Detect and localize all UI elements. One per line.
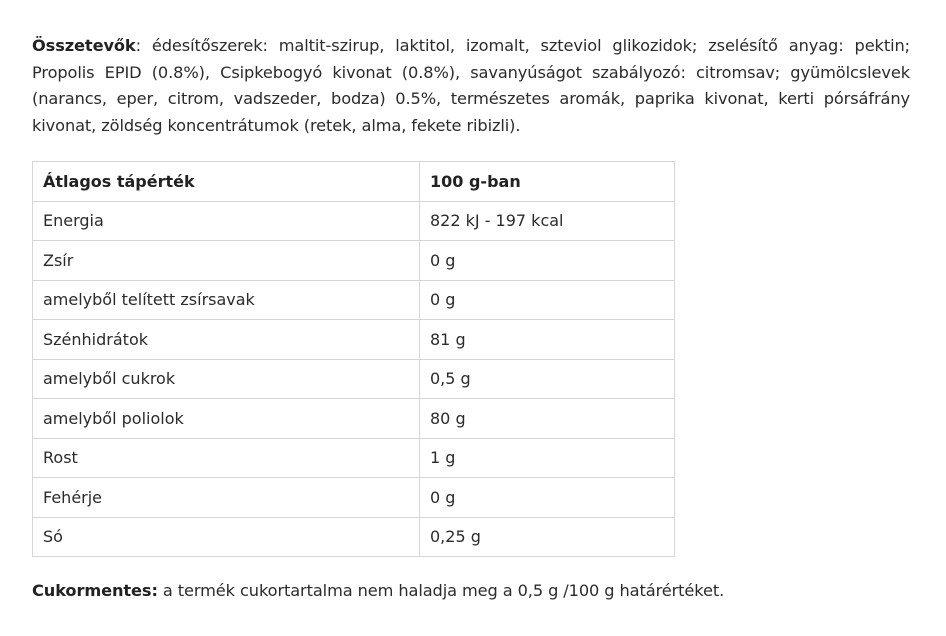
nutrient-name: Rost [33,438,420,478]
nutrient-value: 822 kJ - 197 kcal [420,201,675,241]
nutrition-table [32,161,675,557]
table-row [33,241,675,281]
ingredients-label: Összetevők [32,36,136,55]
ingredients-text: : édesítőszerek: maltit-szirup, laktitol, izomalt, szteviol glikozidok; zselésítő anyag: pektin; Propolis EPID (0.8%), Csipkebogyó kivonat (0.8%), savanyúságot szabályozó: citromsav; gyümölcslevek (narancs, eper, citrom, vadszeder, bodza) 0.5%, természetes aromák, paprika kivonat, kerti pórsáfrány kivonat, zöldség koncentrátumok (retek, alma, fekete ribizli). [32,36,910,135]
nutrition-header-row [33,162,675,202]
table-row [33,320,675,360]
nutrient-name: Zsír [33,241,420,281]
sugar-free-label: Cukormentes: [32,581,158,600]
nutrient-name: Szénhidrátok [33,320,420,360]
table-row [33,478,675,518]
nutrient-value: 1 g [420,438,675,478]
nutrient-value: 0,5 g [420,359,675,399]
nutrient-name: Fehérje [33,478,420,518]
nutrient-name: amelyből cukrok [33,359,420,399]
nutrient-name: Só [33,517,420,557]
nutrient-value: 81 g [420,320,675,360]
ingredients-paragraph [32,33,910,139]
nutrient-name: amelyből telített zsírsavak [33,280,420,320]
nutrition-header-amount: 100 g-ban [420,162,675,202]
nutrient-name: Energia [33,201,420,241]
nutrient-value: 80 g [420,399,675,439]
nutrient-value: 0,25 g [420,517,675,557]
table-row [33,280,675,320]
sugar-free-text: a termék cukortartalma nem haladja meg a 0,5 g /100 g határértéket. [157,581,725,600]
table-row [33,517,675,557]
table-row [33,359,675,399]
nutrition-header-nutrient: Átlagos tápérték [33,162,420,202]
table-row [33,201,675,241]
table-row [33,399,675,439]
nutrient-value: 0 g [420,478,675,518]
nutrient-name: amelyből poliolok [33,399,420,439]
sugar-free-note [32,578,724,604]
nutrient-value: 0 g [420,241,675,281]
nutrient-value: 0 g [420,280,675,320]
table-row [33,438,675,478]
